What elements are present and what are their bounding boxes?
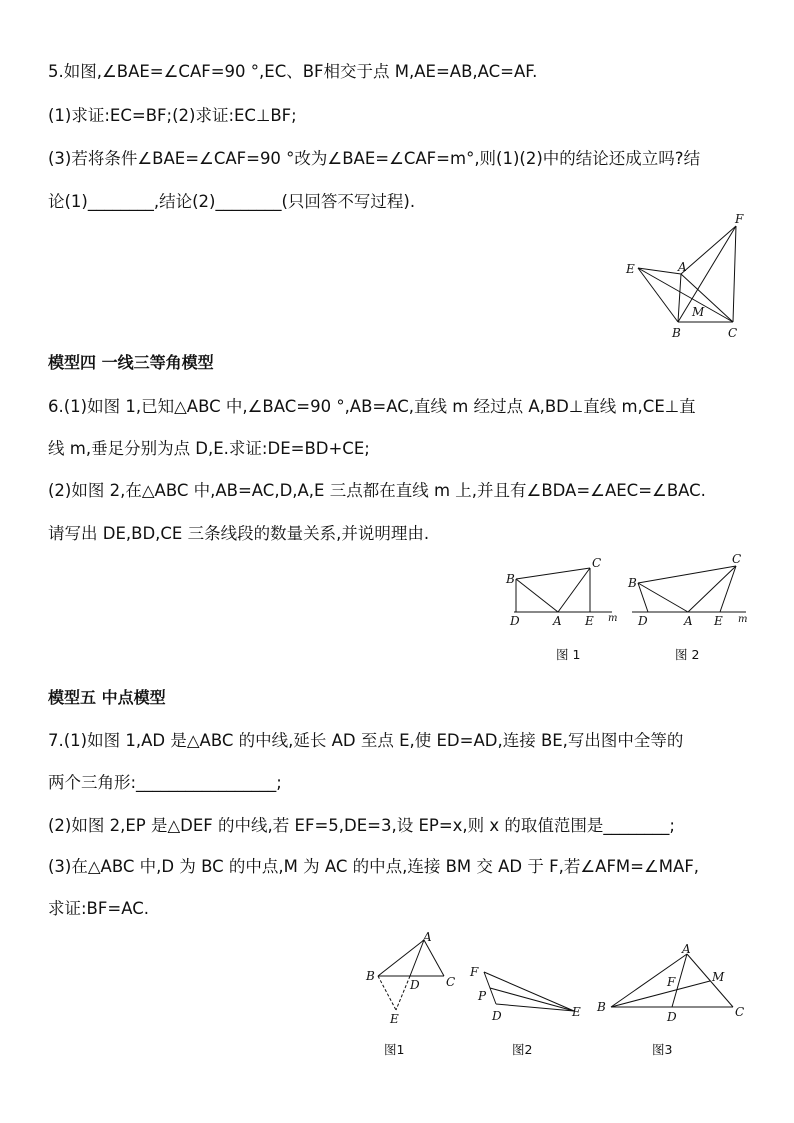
q7-figure-1 bbox=[360, 928, 460, 1028]
label-d: D bbox=[638, 614, 648, 628]
segment-ba bbox=[638, 583, 688, 612]
q7-figure-2-caption: 图2 bbox=[512, 1042, 533, 1057]
segment-af bbox=[681, 226, 736, 274]
label-m: m bbox=[738, 614, 748, 625]
label-e: E bbox=[585, 614, 594, 628]
q6-line-1: 6.(1)如图 1,已知△ABC 中,∠BAC=90 °,AB=AC,直线 m 经过点 A,BD⊥直线 m,CE⊥直 bbox=[48, 397, 696, 416]
q6-figure-1-caption: 图 1 bbox=[556, 647, 581, 662]
q6-figure-2-caption: 图 2 bbox=[675, 647, 700, 662]
label-e: E bbox=[390, 1012, 399, 1026]
segment-bd bbox=[638, 583, 648, 612]
q5-line-2: (1)求证:EC=BF;(2)求证:EC⊥BF; bbox=[48, 106, 297, 125]
segment-ab bbox=[611, 954, 687, 1007]
q7-figure-1-caption: 图1 bbox=[384, 1042, 405, 1057]
q6-line-2: 线 m,垂足分别为点 D,E.求证:DE=BD+CE; bbox=[48, 439, 370, 458]
q7-figure-2 bbox=[464, 960, 589, 1028]
label-b: B bbox=[597, 1000, 606, 1014]
label-m: m bbox=[608, 613, 618, 624]
q5-line-1: 5.如图,∠BAE=∠CAF=90 °,EC、BF相交于点 M,AE=AB,AC=AF. bbox=[48, 62, 538, 81]
q7-line-4: (3)在△ABC 中,D 为 BC 的中点,M 为 AC 的中点,连接 BM 交 AD 于 F,若∠AFM=∠MAF, bbox=[48, 857, 700, 876]
label-c: C bbox=[728, 326, 738, 340]
label-a: A bbox=[423, 930, 432, 944]
q7-line-1: 7.(1)如图 1,AD 是△ABC 的中线,延长 AD 至点 E,使 ED=AD,连接 BE,写出图中全等的 bbox=[48, 731, 684, 750]
q7-line-5: 求证:BF=AC. bbox=[48, 899, 149, 918]
segment-eb bbox=[638, 268, 678, 322]
label-c: C bbox=[732, 552, 742, 566]
label-d: D bbox=[410, 978, 420, 992]
label-c: C bbox=[446, 975, 456, 989]
label-a: A bbox=[678, 260, 687, 274]
label-d: D bbox=[667, 1010, 677, 1024]
label-b: B bbox=[628, 576, 637, 590]
q7-figure-3-caption: 图3 bbox=[652, 1042, 673, 1057]
segment-fc bbox=[733, 226, 736, 322]
segment-fe bbox=[484, 972, 574, 1011]
section-5-heading: 模型五 中点模型 bbox=[48, 688, 166, 707]
q5-line-4: 论(1)________,结论(2)________(只回答不写过程). bbox=[48, 192, 416, 211]
q6-line-3: (2)如图 2,在△ABC 中,AB=AC,D,A,E 三点都在直线 m 上,并且有∠BDA=∠AEC=∠BAC. bbox=[48, 481, 706, 500]
segment-ac bbox=[681, 274, 733, 322]
label-f: F bbox=[735, 212, 744, 226]
label-a: A bbox=[684, 614, 693, 628]
label-e: E bbox=[572, 1005, 581, 1019]
label-b: B bbox=[672, 326, 681, 340]
label-b: B bbox=[366, 969, 375, 983]
segment-ac bbox=[424, 940, 444, 976]
label-f: F bbox=[470, 965, 479, 979]
segment-ea bbox=[638, 268, 681, 274]
segment-ac bbox=[687, 954, 733, 1007]
label-p: P bbox=[478, 989, 487, 1003]
label-m: M bbox=[692, 305, 705, 319]
q6-figure-1 bbox=[502, 555, 624, 630]
q5-line-3: (3)若将条件∠BAE=∠CAF=90 °改为∠BAE=∠CAF=m°,则(1)(2)中的结论还成立吗?结 bbox=[48, 149, 701, 168]
label-f: F bbox=[667, 975, 676, 989]
label-d: D bbox=[510, 614, 520, 628]
label-c: C bbox=[735, 1005, 745, 1019]
label-e: E bbox=[626, 262, 635, 276]
segment-ac bbox=[558, 568, 590, 612]
q7-line-2: 两个三角形:_________________; bbox=[48, 773, 282, 792]
label-c: C bbox=[592, 556, 602, 570]
segment-be bbox=[378, 976, 396, 1010]
label-d: D bbox=[492, 1009, 502, 1023]
segment-ec bbox=[720, 566, 736, 612]
label-e: E bbox=[714, 614, 723, 628]
segment-bm bbox=[611, 981, 710, 1007]
segment-ba bbox=[516, 579, 558, 612]
segment-de bbox=[396, 976, 410, 1010]
q6-figure-2 bbox=[624, 551, 754, 630]
label-b: B bbox=[506, 572, 515, 586]
q7-line-3: (2)如图 2,EP 是△DEF 的中线,若 EF=5,DE=3,设 EP=x,则 x 的取值范围是________; bbox=[48, 816, 675, 835]
label-a: A bbox=[553, 614, 562, 628]
q7-figure-3 bbox=[593, 940, 753, 1030]
section-4-heading: 模型四 一线三等角模型 bbox=[48, 353, 214, 372]
segment-bc bbox=[516, 568, 590, 579]
segment-ab bbox=[678, 274, 681, 322]
label-m: M bbox=[712, 970, 725, 984]
label-a: A bbox=[682, 942, 691, 956]
q5-figure bbox=[620, 210, 760, 345]
q6-line-4: 请写出 DE,BD,CE 三条线段的数量关系,并说明理由. bbox=[48, 524, 430, 543]
segment-ec bbox=[638, 268, 733, 322]
